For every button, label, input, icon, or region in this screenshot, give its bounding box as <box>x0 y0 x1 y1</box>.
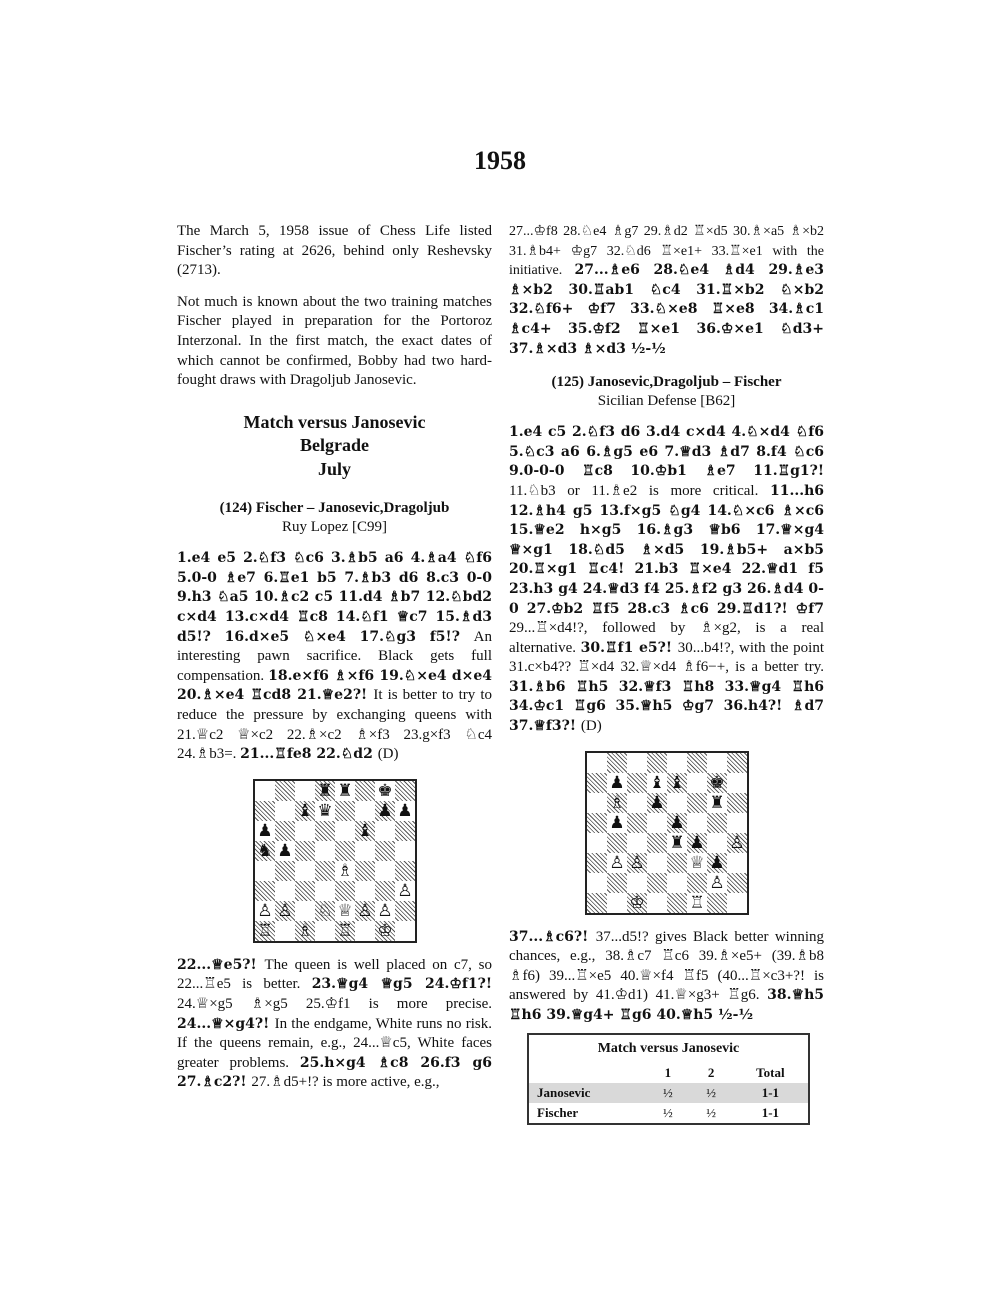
board-square <box>587 853 607 873</box>
board-square <box>647 813 667 833</box>
board-square <box>627 753 647 773</box>
game-score: ½ <box>690 1083 733 1103</box>
board-square <box>275 801 295 821</box>
match-heading-line: Belgrade <box>300 435 369 456</box>
board-square <box>375 881 395 901</box>
chess-piece-icon: ♖ <box>689 892 705 913</box>
annotation: 27.♗d5+!? is more active, e.g., <box>251 1074 440 1091</box>
board-square <box>295 781 315 801</box>
chess-piece-icon: ♟ <box>397 800 413 821</box>
move-sequence: 30.♖f1 e5?! <box>580 639 678 656</box>
chess-piece-icon: ♙ <box>729 832 745 853</box>
board-square <box>315 921 335 941</box>
board-square <box>275 861 295 881</box>
board-square <box>707 853 727 873</box>
board-square <box>295 861 315 881</box>
chess-piece-icon: ♜ <box>317 780 333 801</box>
board-square <box>395 901 415 921</box>
board-square <box>275 821 295 841</box>
move-sequence: 38.♕h5 ♖h6 39.♕g4+ ♖g6 40.♕h5 ½-½ <box>509 987 824 1024</box>
crosstable-header: 1 <box>664 1065 672 1080</box>
board-square <box>587 773 607 793</box>
board-square <box>727 753 747 773</box>
board-square <box>707 813 727 833</box>
board-square <box>395 861 415 881</box>
board-square <box>687 773 707 793</box>
board-square <box>727 893 747 913</box>
chess-piece-icon: ♗ <box>297 920 313 941</box>
board-square <box>375 821 395 841</box>
chess-piece-icon: ♝ <box>297 800 313 821</box>
move-sequence: 23.♕g4 ♕g5 24.♔f1?! <box>311 976 492 993</box>
game-125-continuation <box>509 928 824 1026</box>
match-heading-line: July <box>317 458 351 479</box>
board-square <box>295 801 315 821</box>
board-square <box>667 833 687 853</box>
page-title: 1958 <box>474 146 526 175</box>
board-square <box>647 893 667 913</box>
board-square <box>627 853 647 873</box>
diagram-marker: (D) <box>580 718 602 735</box>
board-square <box>315 901 335 921</box>
board-square <box>395 821 415 841</box>
board-square <box>687 793 707 813</box>
total-score: 1-1 <box>761 1105 780 1120</box>
board-square <box>627 893 647 913</box>
board-square <box>315 841 335 861</box>
board-square <box>375 861 395 881</box>
chess-piece-icon: ♙ <box>709 872 725 893</box>
board-square <box>687 893 707 913</box>
chess-piece-icon: ♞ <box>257 840 273 861</box>
move-sequence: 27...♗e6 28.♘e4 ♗d4 29.♗e3 ♗×b2 30.♖ab1 ♘c4 31.♖×b2 ♘×b2 32.♘f6+ ♔f7 33.♘×e8 ♖×e8 34.♗c1 ♗c4+ 35.♔f2 ♖×e1 36.♔×e1 ♘d3+ 37.♗×d3 ♗×d3 ½-½ <box>509 262 824 357</box>
move-sequence: 25.h×g4 ♗c8 26.f3 g6 27.♗c2?! <box>177 1054 492 1091</box>
board-square <box>275 881 295 901</box>
total-score: 1-1 <box>733 1083 809 1103</box>
chess-diagram-2 <box>585 751 748 914</box>
board-square <box>335 901 355 921</box>
board-square <box>295 821 315 841</box>
board-square <box>295 901 315 921</box>
player-name: Janosevic <box>528 1083 646 1103</box>
board-square <box>707 753 727 773</box>
chess-piece-icon: ♟ <box>669 812 685 833</box>
board-square <box>627 773 647 793</box>
annotation: In the endgame, White runs no risk. If the queens remain, e.g., 24...♕c5, White faces greater problems. <box>177 1015 492 1071</box>
board-square <box>587 813 607 833</box>
chess-piece-icon: ♙ <box>357 900 373 921</box>
chess-piece-icon: ♟ <box>689 832 705 853</box>
board-square <box>667 873 687 893</box>
board-square <box>255 801 275 821</box>
board-square <box>335 921 355 941</box>
annotation: 11.♘b3 or 11.♗e2 is more critical. <box>509 482 770 499</box>
board-square <box>335 801 355 821</box>
chess-piece-icon: ♕ <box>689 852 705 873</box>
left-column <box>177 222 492 1105</box>
game-125-opening: Sicilian Defense [B62] <box>597 393 736 410</box>
annotation: The queen is well placed on c7, so 22...♖e5 is better. <box>177 956 492 993</box>
chess-piece-icon: ♝ <box>357 820 373 841</box>
game-124-ending <box>509 222 824 359</box>
intro-paragraph-1: The March 5, 1958 issue of Chess Life listed Fischer’s rating at 2626, behind only Reshevsky (2713). <box>177 223 492 279</box>
move-sequence: 37...♗c6?! <box>509 928 596 945</box>
board-square <box>707 873 727 893</box>
board-square <box>727 773 747 793</box>
board-square <box>375 901 395 921</box>
chess-piece-icon: ♟ <box>709 852 725 873</box>
chess-piece-icon: ♝ <box>669 772 685 793</box>
match-heading <box>177 411 492 482</box>
board-square <box>587 793 607 813</box>
chess-piece-icon: ♗ <box>337 860 353 881</box>
chess-piece-icon: ♜ <box>669 832 685 853</box>
board-square <box>395 801 415 821</box>
board-square <box>607 773 627 793</box>
game-125-title: (125) Janosevic,Dragoljub – Fischer <box>551 374 782 391</box>
board-square <box>707 833 727 853</box>
board-square <box>687 753 707 773</box>
annotation: 30...b4!?, with the point 31.c×b4?? ♖×d4 32.♕×d4 ♗f6−+, is a better try. <box>509 639 825 676</box>
board-square <box>315 881 335 901</box>
chess-piece-icon: ♟ <box>277 840 293 861</box>
board-square <box>607 793 627 813</box>
move-sequence: 1.e4 c5 2.♘f3 d6 3.d4 c×d4 4.♘×d4 ♘f6 5.♘c3 a6 6.♗g5 e6 7.♕d3 ♗d7 8.f4 ♘c6 9.0-0-0 ♖c8 10.♔b1 ♗e7 11.♖g1?! <box>509 424 824 480</box>
board-square <box>275 921 295 941</box>
move-sequence: 11...h6 12.♗h4 g5 13.f×g5 ♘g4 14.♘×c6 ♗×c6 15.♕e2 h×g5 16.♗g3 ♕b6 17.♕×g4 ♕×g1 18.♘d5 ♗×d5 19.♗b5+ a×b5 20.♖×g1 ♖c4! 21.b3 ♖×e4 22.♕d1 f5 23.h3 g4 24.♕d3 f4 25.♗f2 g3 26.♗d4 0-0 27.♔b2 ♖f5 28.c3 ♗c6 29.♖d1?! ♔f7 <box>509 482 824 617</box>
game-125-text <box>509 423 824 737</box>
board-square <box>395 881 415 901</box>
annotation: An interesting pawn sacrifice. Black gets full compensation. <box>177 628 492 684</box>
chess-piece-icon: ♙ <box>257 900 273 921</box>
chess-piece-icon: ♟ <box>609 772 625 793</box>
move-sequence: 1.e4 e5 2.♘f3 ♘c6 3.♗b5 a6 4.♗a4 ♘f6 5.0-0 ♗e7 6.♖e1 b5 7.♗b3 d6 8.c3 0-0 9.h3 ♘a5 10.♗c2 c5 11.d4 ♗b7 12.♘bd2 c×d4 13.c×d4 ♖c8 14.♘f1 ♕c7 15.♗d3 d5!? 16.d×e5 ♘×e4 17.♘g3 f5!? <box>177 550 492 645</box>
chess-piece-icon: ♟ <box>377 800 393 821</box>
board-square <box>667 893 687 913</box>
chess-piece-icon: ♙ <box>277 900 293 921</box>
board-square <box>687 813 707 833</box>
chess-piece-icon: ♚ <box>377 780 393 801</box>
board-square <box>627 833 647 853</box>
board-square <box>667 853 687 873</box>
board-square <box>587 833 607 853</box>
game-124-title: (124) Fischer – Janosevic,Dragoljub <box>219 500 450 517</box>
board-square <box>395 781 415 801</box>
board-square <box>295 881 315 901</box>
board-square <box>315 801 335 821</box>
board-square <box>687 853 707 873</box>
game-124-text <box>177 549 492 765</box>
board-square <box>727 793 747 813</box>
board-square <box>607 833 627 853</box>
board-square <box>255 921 275 941</box>
crosstable-header <box>528 1063 646 1083</box>
chess-piece-icon: ♙ <box>377 900 393 921</box>
chess-piece-icon: ♚ <box>709 772 725 793</box>
board-square <box>275 841 295 861</box>
board-square <box>667 753 687 773</box>
move-sequence: 18.e×f6 ♗×f6 19.♘×e4 d×e4 20.♗×e4 ♖cd8 21.♕e2?! <box>177 667 492 704</box>
board-square <box>355 821 375 841</box>
board-square <box>275 901 295 921</box>
chess-board <box>585 751 749 915</box>
game-125-header <box>509 373 824 411</box>
move-sequence: 22...♕e5?! <box>177 956 265 973</box>
game-score: ½ <box>663 1105 673 1120</box>
chess-piece-icon: ♟ <box>649 792 665 813</box>
game-124-header <box>177 499 492 537</box>
board-square <box>707 773 727 793</box>
board-square <box>255 901 275 921</box>
board-square <box>355 921 375 941</box>
right-column <box>509 222 824 1038</box>
board-square <box>255 841 275 861</box>
board-square <box>647 853 667 873</box>
table-row <box>528 1103 809 1124</box>
board-square <box>335 861 355 881</box>
chess-piece-icon: ♕ <box>337 900 353 921</box>
board-square <box>335 781 355 801</box>
board-square <box>607 753 627 773</box>
board-square <box>667 793 687 813</box>
board-square <box>607 853 627 873</box>
board-square <box>355 881 375 901</box>
chess-piece-icon: ♛ <box>317 800 333 821</box>
table-row <box>528 1083 809 1103</box>
board-square <box>375 801 395 821</box>
annotation: 27...♔f8 28.♘e4 ♗g7 29.♗d2 ♖×d5 30.♗×a5 ♗×b2 31.♗b4+ ♔g7 32.♘d6 ♖×e1+ 33.♖×e1 with the initiative. <box>509 224 824 279</box>
board-square <box>355 861 375 881</box>
crosstable-header: 2 <box>707 1065 715 1080</box>
board-square <box>315 861 335 881</box>
crosstable-title: Match versus Janosevic <box>597 1041 740 1056</box>
board-square <box>315 781 335 801</box>
chess-piece-icon: ♙ <box>629 852 645 873</box>
match-crosstable <box>527 1033 810 1125</box>
game-score: ½ <box>706 1105 716 1120</box>
board-square <box>627 793 647 813</box>
player-name: Fischer <box>537 1105 579 1120</box>
chess-piece-icon: ♟ <box>609 812 625 833</box>
chess-piece-icon: ♝ <box>649 772 665 793</box>
board-square <box>647 873 667 893</box>
chess-piece-icon: ♔ <box>377 920 393 941</box>
board-square <box>335 841 355 861</box>
board-square <box>355 901 375 921</box>
board-square <box>355 801 375 821</box>
chess-diagram-1 <box>253 779 416 942</box>
board-square <box>355 781 375 801</box>
board-square <box>727 833 747 853</box>
chess-piece-icon: ♜ <box>709 792 725 813</box>
chess-piece-icon: ♖ <box>337 920 353 941</box>
diagram-marker: (D) <box>377 746 399 763</box>
game-124-continuation <box>177 956 492 1093</box>
game-score: ½ <box>646 1083 689 1103</box>
move-sequence: 21...♖fe8 22.♘d2 <box>240 746 378 763</box>
board-square <box>315 821 335 841</box>
chess-piece-icon: ♙ <box>397 880 413 901</box>
board-square <box>667 773 687 793</box>
board-square <box>627 873 647 893</box>
board-square <box>375 781 395 801</box>
board-square <box>727 873 747 893</box>
board-square <box>647 773 667 793</box>
chess-board <box>253 779 417 943</box>
chess-piece-icon: ♖ <box>257 920 273 941</box>
chess-piece-icon: ♙ <box>609 852 625 873</box>
move-sequence: 31.♗b6 ♖h5 32.♕f3 ♖h8 33.♕g4 ♖h6 34.♔c1 ♖g6 35.♕h5 ♔g7 36.h4?! ♗d7 37.♕f3?! <box>509 678 824 735</box>
board-square <box>335 881 355 901</box>
board-square <box>295 921 315 941</box>
board-square <box>275 781 295 801</box>
board-square <box>335 821 355 841</box>
board-square <box>607 893 627 913</box>
board-square <box>587 873 607 893</box>
board-square <box>667 813 687 833</box>
board-square <box>587 753 607 773</box>
annotation: 37...d5!? gives Black better winning chances, e.g., 38.♗c7 ♖c6 39.♗×e5+ (39.♗b8 ♗f6) 39...♖×e5 40.♕×f4 ♖f5 (40...♖×c3+?! is answered by 41.♔d1) 41.♕×g3+ ♖g6. <box>509 928 824 1004</box>
board-square <box>647 753 667 773</box>
board-square <box>647 793 667 813</box>
board-square <box>255 881 275 901</box>
crosstable-header: Total <box>756 1065 785 1080</box>
board-square <box>727 813 747 833</box>
board-square <box>587 893 607 913</box>
board-square <box>295 841 315 861</box>
board-square <box>255 821 275 841</box>
match-heading-line: Match versus Janosevic <box>243 411 426 432</box>
board-square <box>707 893 727 913</box>
board-square <box>255 781 275 801</box>
chess-piece-icon: ♔ <box>629 892 645 913</box>
board-square <box>727 853 747 873</box>
annotation: 24.♕×g5 ♗×g5 25.♔f1 is more precise. <box>177 995 492 1012</box>
chess-piece-icon: ♟ <box>257 820 273 841</box>
game-124-opening: Ruy Lopez [C99] <box>282 519 387 536</box>
board-square <box>395 841 415 861</box>
move-sequence: 24...♕×g4?! <box>177 1015 275 1032</box>
board-square <box>627 813 647 833</box>
board-square <box>255 861 275 881</box>
board-square <box>355 841 375 861</box>
board-square <box>607 873 627 893</box>
board-square <box>395 921 415 941</box>
board-square <box>375 841 395 861</box>
chess-piece-icon: ♗ <box>609 792 625 813</box>
chess-piece-icon: ♘ <box>317 900 333 921</box>
board-square <box>707 793 727 813</box>
annotation: It is better to try to reduce the pressure by exchanging queens with 21.♕c2 ♕×c2 22.♗×c2 ♗×f3 23.g×f3 ♘c4 24.♗b3=. <box>177 687 493 763</box>
board-square <box>375 921 395 941</box>
annotation: 29...♖×d4!?, followed by ♗×g2, is a real alternative. <box>509 620 824 656</box>
board-square <box>607 813 627 833</box>
board-square <box>687 873 707 893</box>
chess-piece-icon: ♜ <box>337 780 353 801</box>
intro-paragraph-2: Not much is known about the two training matches Fischer played in preparation for the Portoroz Interzonal. In the first match, the exact dates of which cannot be confirmed, Bobby had two hard-fought draws with Dragoljub Janosevic. <box>177 293 492 389</box>
board-square <box>647 833 667 853</box>
board-square <box>687 833 707 853</box>
